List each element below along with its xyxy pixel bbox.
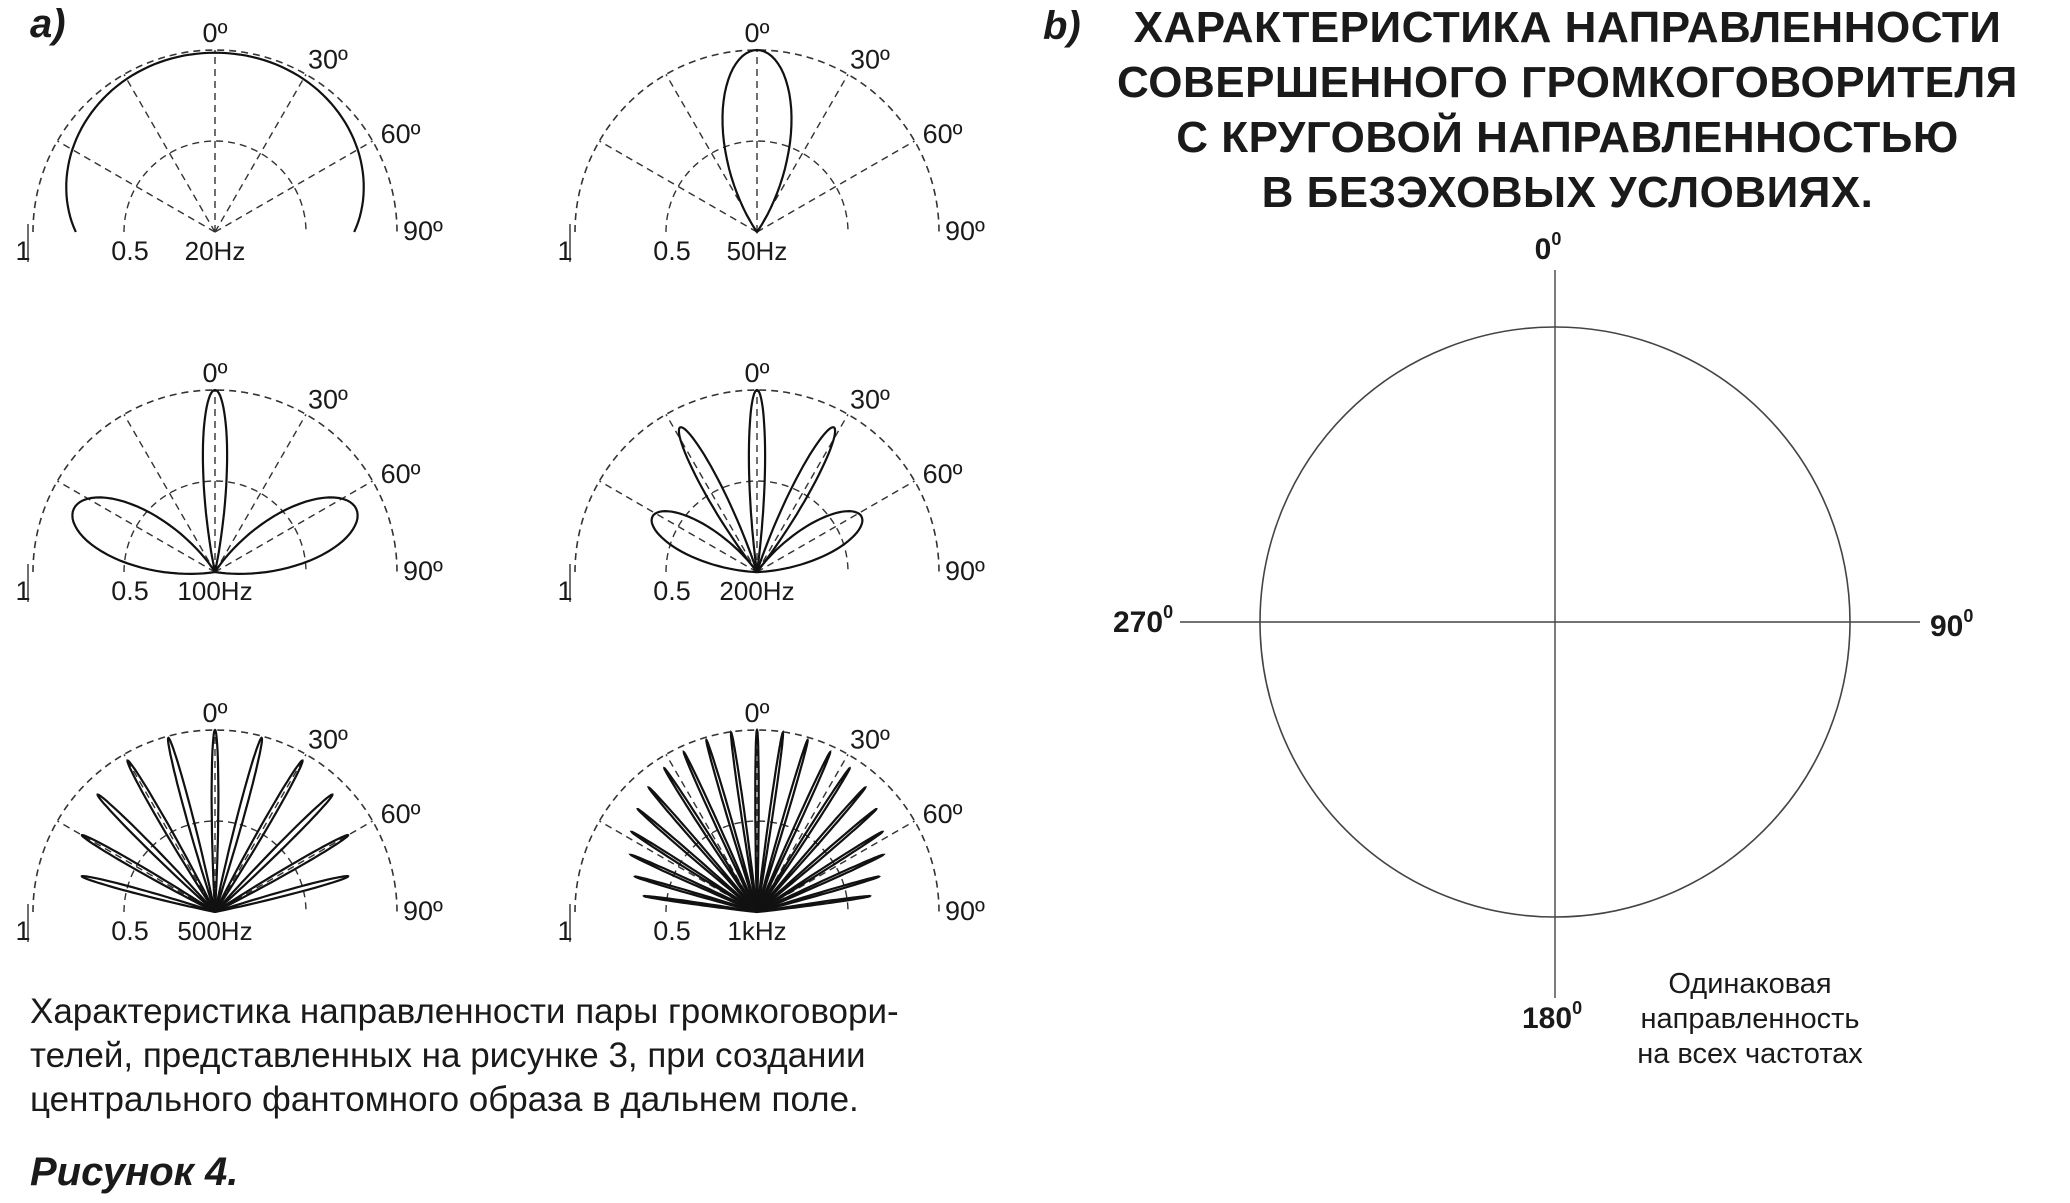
angle-label-0: 0º (202, 358, 228, 388)
panel-b-title-line: В БЕЗЭХОВЫХ УСЛОВИЯХ. (1261, 168, 1874, 217)
angle-label-30: 30º (308, 724, 348, 755)
polar-plot-100hz (15, 358, 443, 606)
scale-label-1: 1 (15, 916, 31, 946)
panel-b-note (1615, 967, 1885, 1072)
note-line: на всех частотах (1637, 1038, 1863, 1070)
angle-label-30: 30º (308, 384, 348, 415)
grid-radial (215, 141, 373, 232)
angle-label-270: $270^0$ (1113, 602, 1174, 639)
scale-label-05: 0.5 (111, 916, 149, 946)
angle-label-60: 60º (380, 119, 421, 149)
angle-label-90: 90º (945, 556, 985, 586)
frequency-label: 50Hz (726, 236, 788, 266)
angle-label-90: 90º (403, 556, 443, 586)
scale-label-1: 1 (557, 576, 573, 606)
scale-label-1: 1 (15, 576, 31, 606)
caption-line: центрального фантомного образа в дальнем поле. (30, 1080, 859, 1119)
angle-label-30: 30º (850, 44, 890, 75)
panel-a-caption (30, 990, 1030, 1122)
angle-label-0: 0º (202, 18, 228, 48)
lobe (757, 427, 835, 572)
angle-label-0: 0º (744, 698, 770, 728)
scale-label-05: 0.5 (111, 576, 149, 606)
panel-a-letter: a) (30, 2, 66, 46)
panel-a-polar-plots (15, 18, 985, 946)
grid-radial (124, 414, 215, 572)
grid-radial (57, 141, 215, 232)
polar-plot-20hz (15, 18, 443, 266)
angle-label-60: 60º (922, 459, 963, 489)
scale-label-05: 0.5 (111, 236, 149, 266)
frequency-label: 100Hz (177, 576, 253, 606)
note-line: Одинаковая (1668, 968, 1832, 1000)
angle-label-90: $90^0$ (1930, 606, 1974, 643)
panel-b-title-line: С КРУГОВОЙ НАПРАВЛЕННОСТЬЮ (1176, 113, 1959, 162)
grid-radial (757, 481, 915, 572)
angle-label-90: 90º (403, 216, 443, 246)
frequency-label: 200Hz (719, 576, 795, 606)
polar-plot-500hz (15, 698, 443, 946)
angle-label-60: 60º (922, 799, 963, 829)
panel-b-polar-plot (1113, 229, 1973, 1035)
grid-radial (215, 74, 306, 232)
frequency-label: 500Hz (177, 916, 253, 946)
polar-plot-1khz (557, 698, 985, 946)
polar-plot-50hz (557, 18, 985, 266)
grid-radial (57, 481, 215, 572)
angle-label-30: 30º (308, 44, 348, 75)
grid-radial (215, 414, 306, 572)
caption-line: телей, представленных на рисунке 3, при создании (30, 1036, 866, 1075)
caption-line: Характеристика направленности пары громкоговори- (30, 992, 899, 1031)
angle-label-0: 0º (744, 18, 770, 48)
angle-label-0: $0^0$ (1534, 229, 1562, 266)
angle-label-0: 0º (744, 358, 770, 388)
angle-label-90: 90º (945, 216, 985, 246)
angle-label-60: 60º (922, 119, 963, 149)
angle-label-60: 60º (380, 459, 421, 489)
polar-plot-200hz (557, 358, 985, 606)
panel-b-letter: b) (1043, 4, 1081, 48)
scale-label-05: 0.5 (653, 236, 691, 266)
angle-label-60: 60º (380, 799, 421, 829)
scale-label-1: 1 (15, 236, 31, 266)
grid-radial (215, 481, 373, 572)
grid-radial (124, 74, 215, 232)
scale-label-05: 0.5 (653, 916, 691, 946)
scale-label-1: 1 (557, 236, 573, 266)
angle-label-90: 90º (945, 896, 985, 926)
figure-label: Рисунок 4. (30, 1150, 239, 1194)
panel-b-title-line: СОВЕРШЕННОГО ГРОМКОГОВОРИТЕЛЯ (1117, 58, 2018, 107)
scale-label-1: 1 (557, 916, 573, 946)
panel-b-title-line: ХАРАКТЕРИСТИКА НАПРАВЛЕННОСТИ (1133, 3, 2002, 52)
angle-label-30: 30º (850, 384, 890, 415)
frequency-label: 1kHz (727, 916, 787, 946)
note-line: направленность (1640, 1003, 1860, 1035)
grid-radial (599, 481, 757, 572)
scale-label-05: 0.5 (653, 576, 691, 606)
lobe (679, 427, 757, 572)
angle-label-30: 30º (850, 724, 890, 755)
frequency-label: 20Hz (184, 236, 246, 266)
angle-label-90: 90º (403, 896, 443, 926)
angle-label-180: $180^0$ (1522, 998, 1583, 1035)
angle-label-0: 0º (202, 698, 228, 728)
